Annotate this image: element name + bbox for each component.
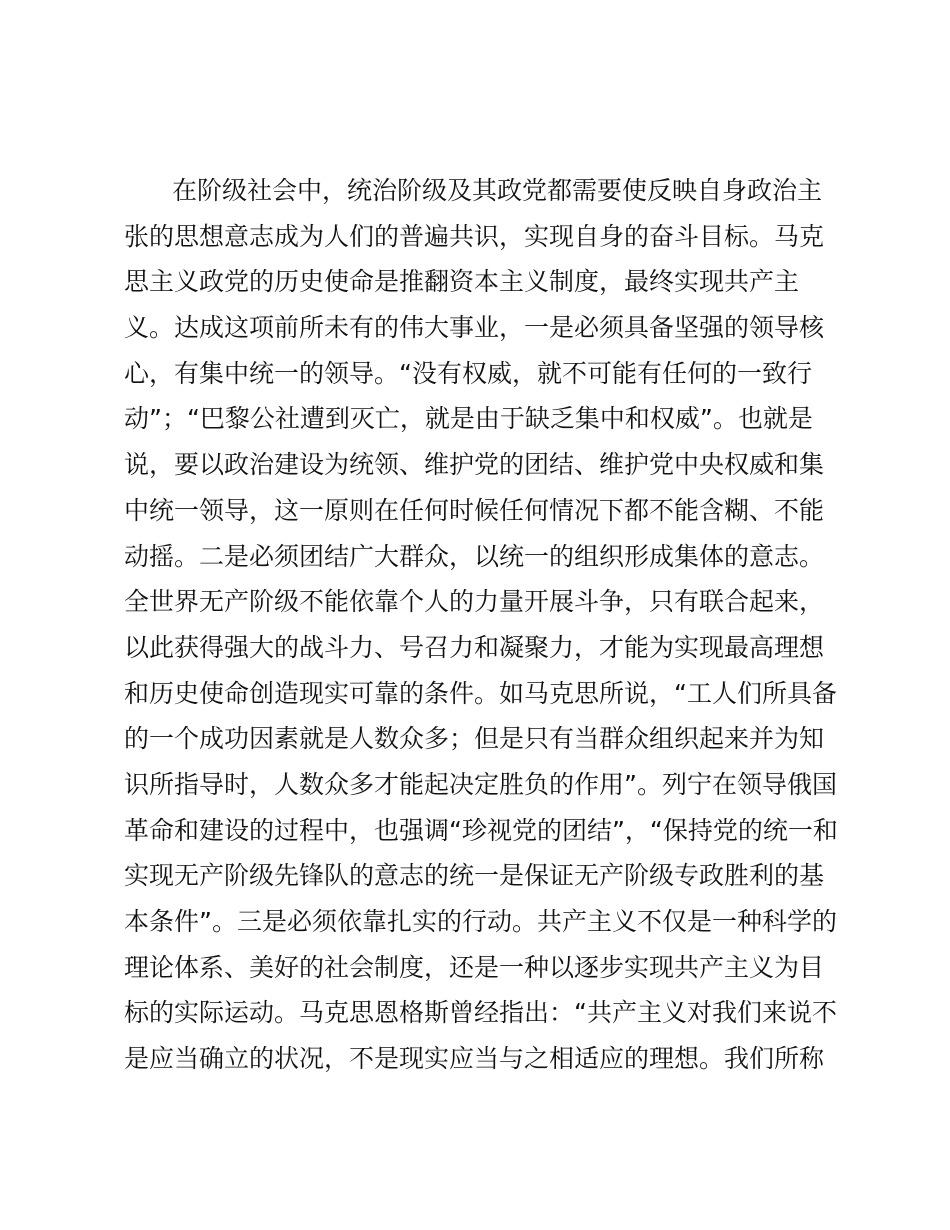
text-line: 是应当确立的状况，不是现实应当与之相适应的理想。我们所称 [124, 1044, 825, 1074]
text-line: 实现无产阶级先锋队的意志的统一是保证无产阶级专政胜利的基 [124, 861, 825, 891]
text-line: 全世界无产阶级不能依靠个人的力量开展斗争，只有联合起来， [124, 587, 825, 617]
text-line: 和历史使命创造现实可靠的条件。如马克思所说，“工人们所具备 [124, 678, 837, 708]
text-line: 动”；“巴黎公社遭到灭亡，就是由于缺乏集中和权威”。也就是 [124, 404, 813, 434]
text-line: 说，要以政治建设为统领、维护党的团结、维护党中央权威和集 [124, 450, 825, 480]
text-line: 动摇。二是必须团结广大群众，以统一的组织形成集体的意志。 [124, 541, 825, 571]
text-line: 张的思想意志成为人们的普遍共识，实现自身的奋斗目标。马克 [124, 221, 825, 251]
text-line: 标的实际运动。马克思恩格斯曾经指出：“共产主义对我们来说不 [124, 998, 837, 1028]
text-line: 以此获得强大的战斗力、号召力和凝聚力，才能为实现最高理想 [124, 632, 825, 662]
body-paragraph [124, 168, 844, 1082]
text-line: 在阶级社会中，统治阶级及其政党都需要使反映自身政治主 [172, 176, 823, 205]
text-line: 理论体系、美好的社会制度，还是一种以逐步实现共产主义为目 [124, 952, 825, 982]
text-line: 革命和建设的过程中，也强调“珍视党的团结”，“保持党的统一和 [124, 815, 838, 845]
text-line: 中统一领导，这一原则在任何时候任何情况下都不能含糊、不能 [124, 495, 825, 525]
text-line: 思主义政党的历史使命是推翻资本主义制度，最终实现共产主 [124, 267, 800, 297]
text-line: 识所指导时，人数众多才能起决定胜负的作用”。列宁在领导俄国 [124, 769, 837, 799]
text-line: 本条件”。三是必须依靠扎实的行动。共产主义不仅是一种科学的 [124, 907, 837, 936]
text-line: 义。达成这项前所未有的伟大事业，一是必须具备坚强的领导核 [124, 313, 825, 343]
text-line: 的一个成功因素就是人数众多；但是只有当群众组织起来并为知 [124, 724, 825, 754]
text-line: 心，有集中统一的领导。“没有权威，就不可能有任何的一致行 [124, 358, 812, 388]
